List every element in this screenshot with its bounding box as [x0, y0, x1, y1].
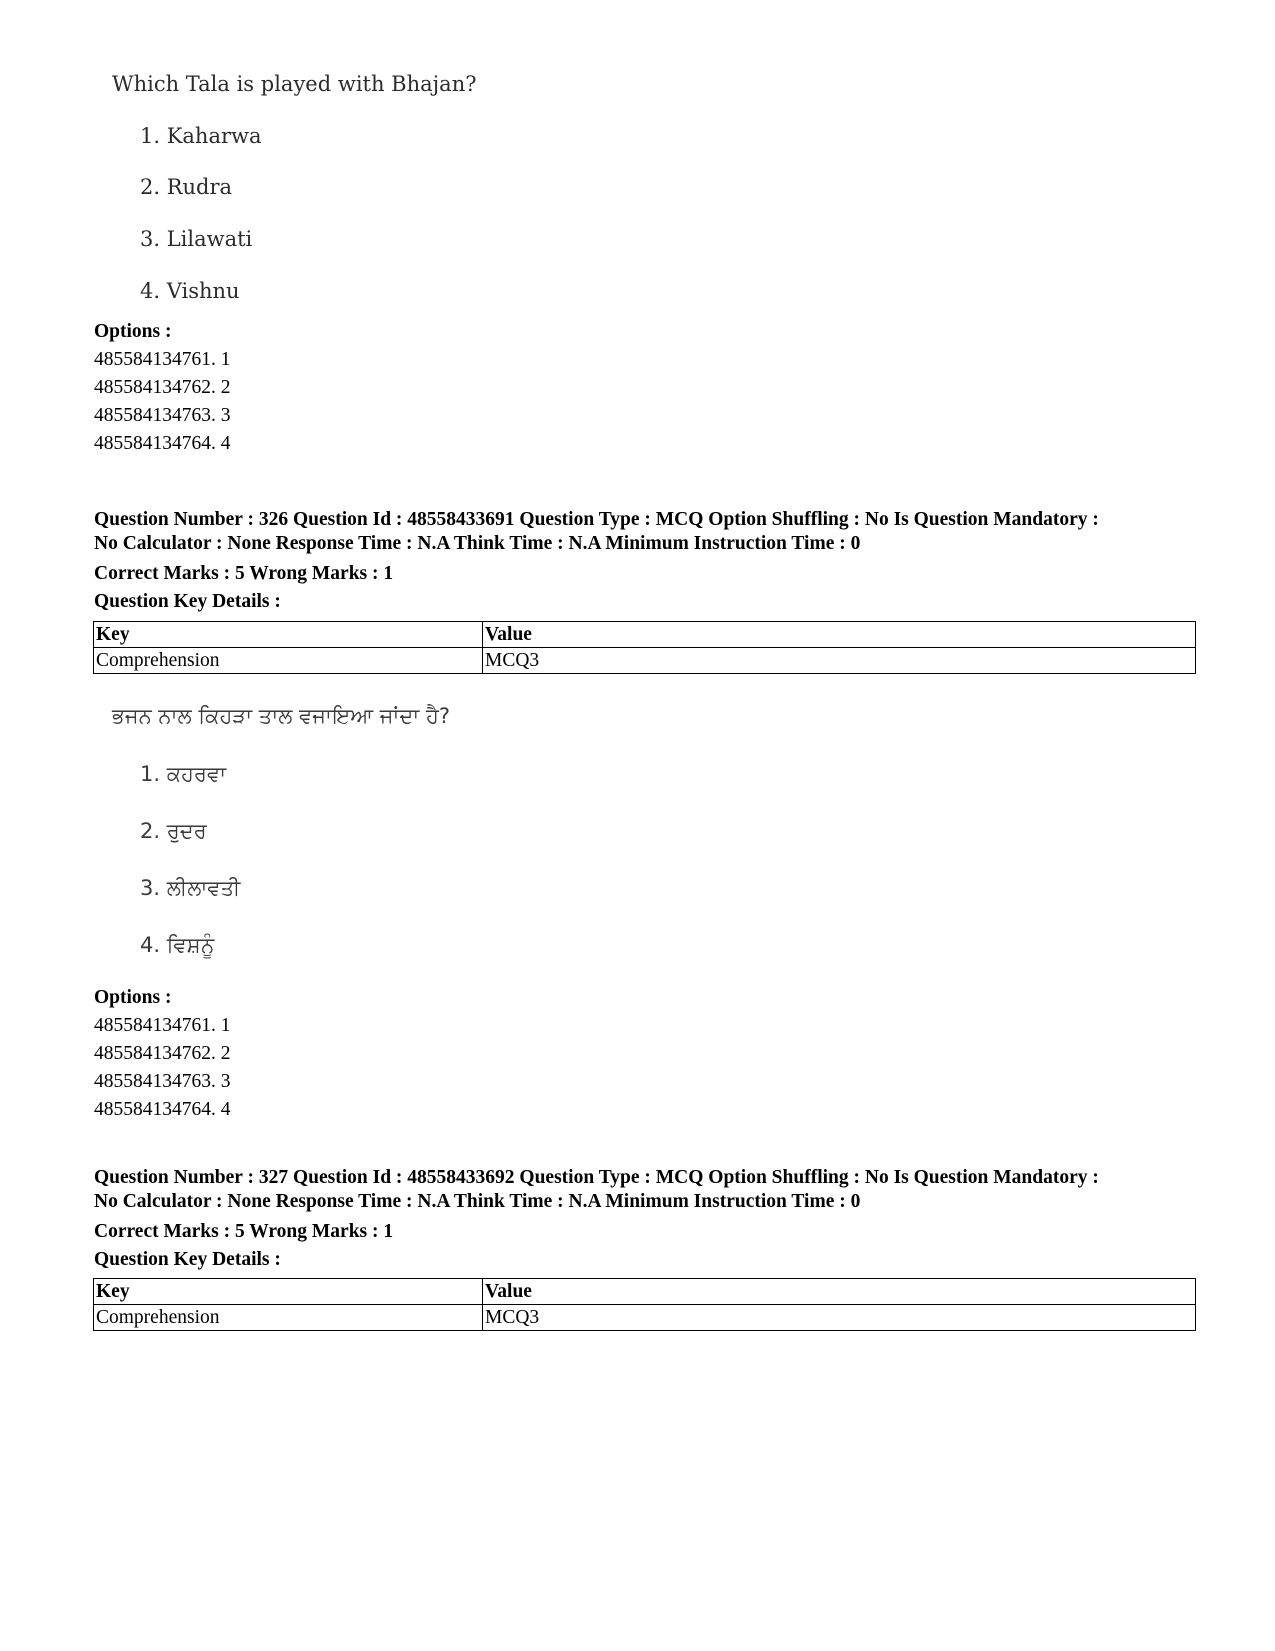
table-header-row: [94, 622, 1196, 648]
table-header-key: Key: [94, 622, 483, 648]
options-label: Options :: [94, 321, 172, 342]
choice-item: 4. ਵਿਸ਼ਨੂੰ: [140, 933, 215, 957]
question-meta-line: Question Number : 326 Question Id : 48558433691 Question Type : MCQ Option Shuffling : No Is Question Mandatory :: [94, 509, 1099, 530]
table-header-value: Value: [483, 1279, 1196, 1305]
question-image-english: [112, 72, 476, 96]
question-meta-326: [94, 508, 1204, 556]
question-image-punjabi: [112, 704, 450, 729]
option-line: 485584134762. 2: [94, 1043, 231, 1064]
table-cell-key: Comprehension: [94, 1305, 483, 1331]
key-details-label: Question Key Details :: [94, 591, 281, 612]
choice-item: 1. Kaharwa: [140, 124, 262, 148]
choice-item: 2. Rudra: [140, 175, 233, 199]
choice-item: 2. ਰੁਦਰ: [140, 819, 207, 843]
question-meta-327: [94, 1166, 1204, 1214]
question-text-english: Which Tala is played with Bhajan?: [112, 72, 477, 96]
choice-item: 3. ਲੀਲਾਵਤੀ: [140, 876, 241, 900]
option-line: 485584134763. 3: [94, 405, 231, 426]
question-marks-326: [94, 560, 393, 616]
option-line: 485584134764. 4: [94, 433, 231, 454]
option-line: 485584134764. 4: [94, 1099, 231, 1120]
question-meta-line: No Calculator : None Response Time : N.A Think Time : N.A Minimum Instruction Time : 0: [94, 533, 861, 554]
table-cell-key: Comprehension: [94, 648, 483, 674]
option-line: 485584134763. 3: [94, 1071, 231, 1092]
key-details-table-327: [93, 1278, 1196, 1331]
question-meta-line: No Calculator : None Response Time : N.A Think Time : N.A Minimum Instruction Time : 0: [94, 1191, 861, 1212]
table-cell-value: MCQ3: [483, 648, 1196, 674]
options-block: [94, 318, 231, 458]
choice-item: 3. Lilawati: [140, 227, 253, 251]
question-meta-line: Question Number : 327 Question Id : 48558433692 Question Type : MCQ Option Shuffling : No Is Question Mandatory :: [94, 1167, 1099, 1188]
option-line: 485584134761. 1: [94, 1015, 231, 1036]
key-details-table-326: [93, 621, 1196, 674]
table-row: [94, 1305, 1196, 1331]
table-header-key: Key: [94, 1279, 483, 1305]
table-header-value: Value: [483, 622, 1196, 648]
question-marks-327: [94, 1218, 393, 1274]
option-line: 485584134761. 1: [94, 349, 231, 370]
options-label: Options :: [94, 987, 172, 1008]
choice-item: 4. Vishnu: [140, 279, 240, 303]
key-details-label: Question Key Details :: [94, 1249, 281, 1270]
table-cell-value: MCQ3: [483, 1305, 1196, 1331]
options-block: [94, 984, 231, 1124]
option-line: 485584134762. 2: [94, 377, 231, 398]
marks-text: Correct Marks : 5 Wrong Marks : 1: [94, 563, 394, 584]
choice-item: 1. ਕਹਰਵਾ: [140, 762, 227, 786]
marks-text: Correct Marks : 5 Wrong Marks : 1: [94, 1221, 394, 1242]
table-header-row: [94, 1279, 1196, 1305]
question-text-punjabi: ਭਜਨ ਨਾਲ ਕਿਹੜਾ ਤਾਲ ਵਜਾਇਆ ਜਾਂਦਾ ਹੈ?: [112, 704, 450, 728]
table-row: [94, 648, 1196, 674]
